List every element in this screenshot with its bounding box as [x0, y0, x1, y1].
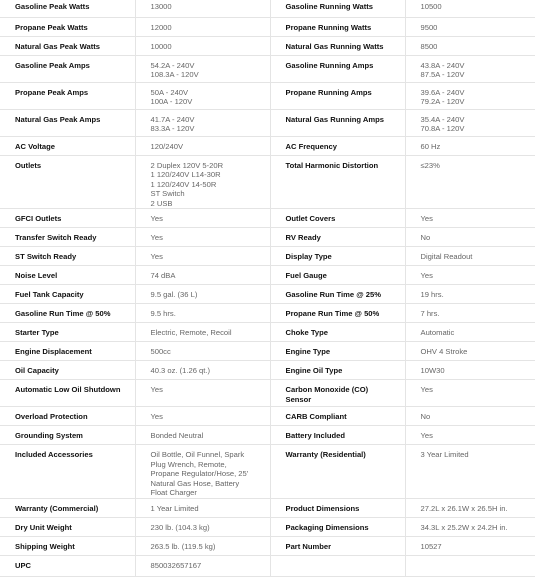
spec-label: CARB Compliant	[270, 407, 405, 426]
spec-value: OHV 4 Stroke	[405, 342, 535, 361]
spec-value: 3 Year Limited	[405, 445, 535, 499]
spec-label: Gasoline Run Time @ 50%	[0, 304, 135, 323]
spec-row	[0, 304, 535, 323]
spec-value: 1 Year Limited	[135, 498, 270, 517]
spec-value: Yes	[135, 380, 270, 407]
spec-label: Gasoline Running Watts	[270, 0, 405, 17]
spec-label: Total Harmonic Distortion	[270, 155, 405, 209]
spec-label: Part Number	[270, 536, 405, 555]
spec-row	[0, 555, 535, 576]
spec-value: 50A - 240V 100A - 120V	[135, 82, 270, 109]
spec-value: 13000	[135, 0, 270, 17]
spec-label: Product Dimensions	[270, 498, 405, 517]
spec-label: Transfer Switch Ready	[0, 228, 135, 247]
spec-value: 19 hrs.	[405, 285, 535, 304]
spec-label: Warranty (Residential)	[270, 445, 405, 499]
spec-value: 7 hrs.	[405, 304, 535, 323]
spec-value: 500cc	[135, 342, 270, 361]
spec-label: Propane Running Watts	[270, 17, 405, 36]
spec-label: Gasoline Peak Amps	[0, 55, 135, 82]
spec-value: Bonded Neutral	[135, 426, 270, 445]
spec-row	[0, 285, 535, 304]
spec-row	[0, 266, 535, 285]
spec-row	[0, 517, 535, 536]
spec-value: Yes	[405, 380, 535, 407]
spec-value: 9500	[405, 17, 535, 36]
spec-value: Yes	[405, 426, 535, 445]
spec-value: No	[405, 228, 535, 247]
spec-row	[0, 426, 535, 445]
spec-row	[0, 342, 535, 361]
spec-row	[0, 228, 535, 247]
spec-value: Electric, Remote, Recoil	[135, 323, 270, 342]
spec-label: Outlets	[0, 155, 135, 209]
spec-label: Overload Protection	[0, 407, 135, 426]
spec-row	[0, 55, 535, 82]
spec-label: Natural Gas Running Watts	[270, 36, 405, 55]
spec-row	[0, 17, 535, 36]
spec-label: Battery Included	[270, 426, 405, 445]
spec-row	[0, 361, 535, 380]
spec-label: Propane Peak Amps	[0, 82, 135, 109]
spec-value: 41.7A - 240V 83.3A - 120V	[135, 109, 270, 136]
spec-label: Natural Gas Peak Watts	[0, 36, 135, 55]
spec-value: 9.5 hrs.	[135, 304, 270, 323]
spec-row	[0, 109, 535, 136]
spec-label: Fuel Tank Capacity	[0, 285, 135, 304]
spec-value: 34.3L x 25.2W x 24.2H in.	[405, 517, 535, 536]
spec-value: Yes	[135, 209, 270, 228]
spec-value: 35.4A - 240V 70.8A - 120V	[405, 109, 535, 136]
spec-value: 27.2L x 26.1W x 26.5H in.	[405, 498, 535, 517]
spec-label: Propane Running Amps	[270, 82, 405, 109]
spec-value: 10W30	[405, 361, 535, 380]
spec-value: Oil Bottle, Oil Funnel, Spark Plug Wrench, Remote, Propane Regulator/Hose, 25' Natural Gas Hose, Battery Float Charger	[135, 445, 270, 499]
spec-label: AC Voltage	[0, 136, 135, 155]
spec-value: 40.3 oz. (1.26 qt.)	[135, 361, 270, 380]
spec-value: 10500	[405, 0, 535, 17]
spec-value: No	[405, 407, 535, 426]
spec-label: GFCI Outlets	[0, 209, 135, 228]
spec-value: Digital Readout	[405, 247, 535, 266]
spec-value: Yes	[405, 266, 535, 285]
spec-row	[0, 445, 535, 499]
spec-label: Propane Peak Watts	[0, 17, 135, 36]
spec-value	[405, 555, 535, 576]
spec-label: Engine Oil Type	[270, 361, 405, 380]
spec-value: ≤23%	[405, 155, 535, 209]
spec-value: 43.8A - 240V 87.5A - 120V	[405, 55, 535, 82]
spec-label: Outlet Covers	[270, 209, 405, 228]
spec-row	[0, 82, 535, 109]
spec-label	[270, 555, 405, 576]
spec-label: ST Switch Ready	[0, 247, 135, 266]
spec-value: Automatic	[405, 323, 535, 342]
spec-row	[0, 136, 535, 155]
spec-row	[0, 323, 535, 342]
spec-label: Oil Capacity	[0, 361, 135, 380]
spec-value: 39.6A - 240V 79.2A - 120V	[405, 82, 535, 109]
spec-label: Gasoline Running Amps	[270, 55, 405, 82]
spec-value: 263.5 lb. (119.5 kg)	[135, 536, 270, 555]
spec-value: 2 Duplex 120V 5-20R 1 120/240V L14-30R 1 120/240V 14-50R ST Switch 2 USB	[135, 155, 270, 209]
spec-value: 850032657167	[135, 555, 270, 576]
spec-value: Yes	[135, 228, 270, 247]
spec-label: Fuel Gauge	[270, 266, 405, 285]
spec-label: Engine Type	[270, 342, 405, 361]
spec-value: Yes	[135, 247, 270, 266]
spec-label: AC Frequency	[270, 136, 405, 155]
spec-row	[0, 407, 535, 426]
spec-label: Propane Run Time @ 50%	[270, 304, 405, 323]
spec-label: Automatic Low Oil Shutdown	[0, 380, 135, 407]
spec-value: 74 dBA	[135, 266, 270, 285]
spec-label: Choke Type	[270, 323, 405, 342]
spec-label: Dry Unit Weight	[0, 517, 135, 536]
spec-value: 230 lb. (104.3 kg)	[135, 517, 270, 536]
spec-value: 10527	[405, 536, 535, 555]
spec-label: Included Accessories	[0, 445, 135, 499]
spec-label: Grounding System	[0, 426, 135, 445]
spec-value: Yes	[135, 407, 270, 426]
spec-label: Starter Type	[0, 323, 135, 342]
spec-row	[0, 209, 535, 228]
spec-row	[0, 380, 535, 407]
spec-label: Warranty (Commercial)	[0, 498, 135, 517]
spec-value: 12000	[135, 17, 270, 36]
spec-value: 60 Hz	[405, 136, 535, 155]
spec-label: Natural Gas Running Amps	[270, 109, 405, 136]
spec-label: Carbon Monoxide (CO) Sensor	[270, 380, 405, 407]
spec-row	[0, 498, 535, 517]
spec-label: Packaging Dimensions	[270, 517, 405, 536]
spec-row	[0, 0, 535, 17]
spec-label: RV Ready	[270, 228, 405, 247]
spec-label: Engine Displacement	[0, 342, 135, 361]
spec-value: Yes	[405, 209, 535, 228]
spec-label: Noise Level	[0, 266, 135, 285]
spec-label: Gasoline Peak Watts	[0, 0, 135, 17]
spec-label: Shipping Weight	[0, 536, 135, 555]
spec-label: Gasoline Run Time @ 25%	[270, 285, 405, 304]
spec-value: 10000	[135, 36, 270, 55]
spec-value: 8500	[405, 36, 535, 55]
spec-row	[0, 247, 535, 266]
spec-label: Natural Gas Peak Amps	[0, 109, 135, 136]
spec-value: 9.5 gal. (36 L)	[135, 285, 270, 304]
spec-label: UPC	[0, 555, 135, 576]
spec-row	[0, 36, 535, 55]
spec-value: 120/240V	[135, 136, 270, 155]
spec-label: Display Type	[270, 247, 405, 266]
spec-value: 54.2A - 240V 108.3A - 120V	[135, 55, 270, 82]
spec-row	[0, 536, 535, 555]
spec-row	[0, 155, 535, 209]
